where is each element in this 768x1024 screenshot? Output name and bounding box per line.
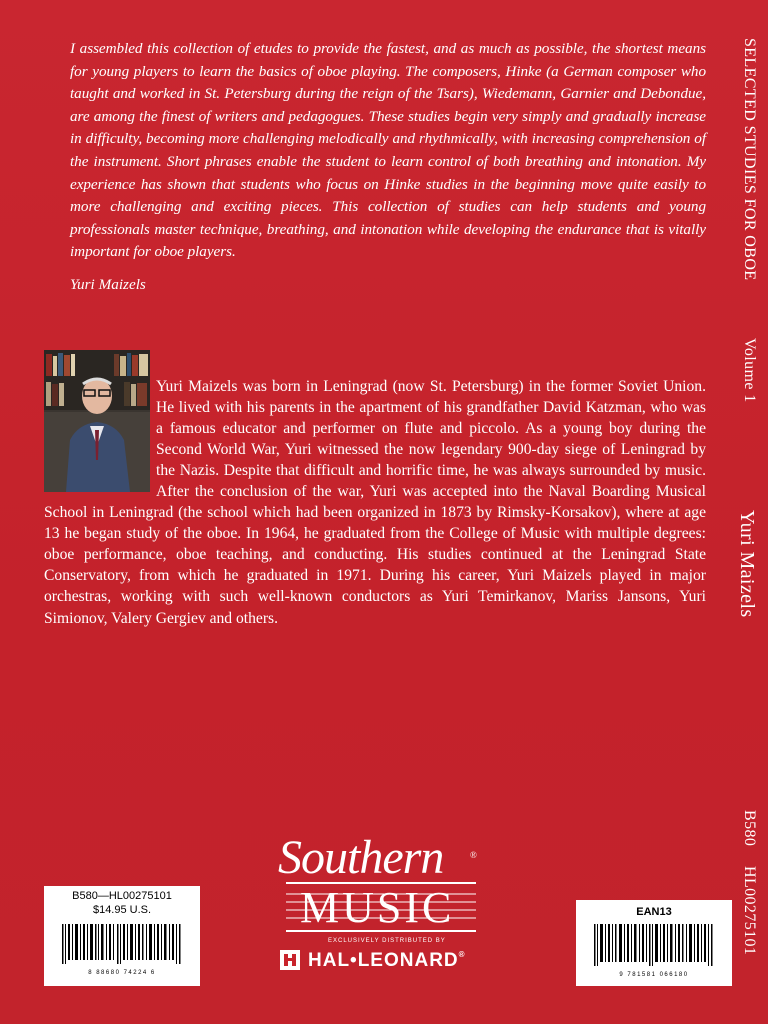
logo-music: MUSIC — [300, 883, 455, 932]
barcode-ean-label — [576, 900, 732, 986]
logo-southern: Southern — [278, 831, 444, 884]
spine-volume: Volume 1 — [741, 338, 758, 403]
barcode-price-label — [44, 886, 200, 986]
ean-barcode — [594, 924, 714, 966]
ean-digits: 9 781581 066180 — [619, 972, 689, 978]
logo-distributed-by: EXCLUSIVELY DISTRIBUTED BY — [328, 938, 446, 944]
hal-leonard-icon — [280, 950, 300, 970]
hal-leonard-text: HAL•LEONARD® — [308, 950, 466, 971]
author-bio — [44, 376, 706, 629]
spine-hl-number: HL00275101 — [741, 866, 758, 956]
spine-author: Yuri Maizels — [736, 510, 758, 618]
spine-title: SELECTED STUDIES FOR OBOE — [741, 38, 758, 281]
upc-digits: 8 88680 74224 6 — [88, 970, 156, 976]
intro-signature: Yuri Maizels — [70, 276, 146, 293]
hal-leonard-logo — [280, 948, 490, 972]
publisher-logo — [270, 830, 500, 980]
logo-registered-mark: ® — [470, 850, 477, 860]
product-code: B580—HL00275101 — [72, 890, 172, 902]
photo-spacer — [44, 376, 156, 493]
ean-label: EAN13 — [636, 906, 672, 918]
author-bio-text: Yuri Maizels was born in Leningrad (now St. Petersburg) in the former Soviet Union. He lived with his parents in the apartment of his grandfather David Katzman, who was a famous educator and performer on flute and piccolo. As a young boy during the Second World War, Yuri witnessed the now legendary 900-day siege of Leningrad by the Nazis. Despite that difficult and horrific time, he was always surrounded by music. After the conclusion of the war, Yuri was accepted into the Naval Boarding Musical School in Leningrad (the school which had been organized in 1873 by Rimsky-Korsakov), where at age 13 he began study of the oboe. In 1964, he graduated from the College of Music with multiple degrees: oboe performance, oboe teaching, and conducting. His studies continued at the Leningrad State Conservatory, from which he graduated in 1971. During his career, Yuri Maizels played in major orchestras, working with such well-known conductors as Yuri Temirkanov, Mariss Jansons, Yuri Simionov, Valery Gergiev and others. — [44, 378, 706, 627]
upc-barcode — [62, 924, 182, 964]
spine-code: B580 — [741, 810, 758, 847]
price: $14.95 U.S. — [92, 904, 152, 916]
intro-paragraph: I assembled this collection of etudes to provide the fastest, and as much as possible, the shortest means for young players to learn the basics of oboe playing. The composers, Hinke (a German composer who taught and worked in St. Petersburg during the reign of the Tsars), Wiedemann, Garnier and Debondue, are among the finest of writers and pedagogues. These studies begin very simply and gradually increase in difficulty, becoming more challenging melodically and rhythmically, with increasing comprehension of the instrument. Short phrases enable the student to learn control of both breathing and intonation. My experience has shown that students who focus on Hinke studies in the beginning move quite easily to more challenging and exciting pieces. This collection of studies can help students and young professionals master technique, breathing, and intonation while developing the endurance that is vitally important for oboe players. — [70, 40, 706, 261]
logo-music-staff — [286, 882, 476, 932]
